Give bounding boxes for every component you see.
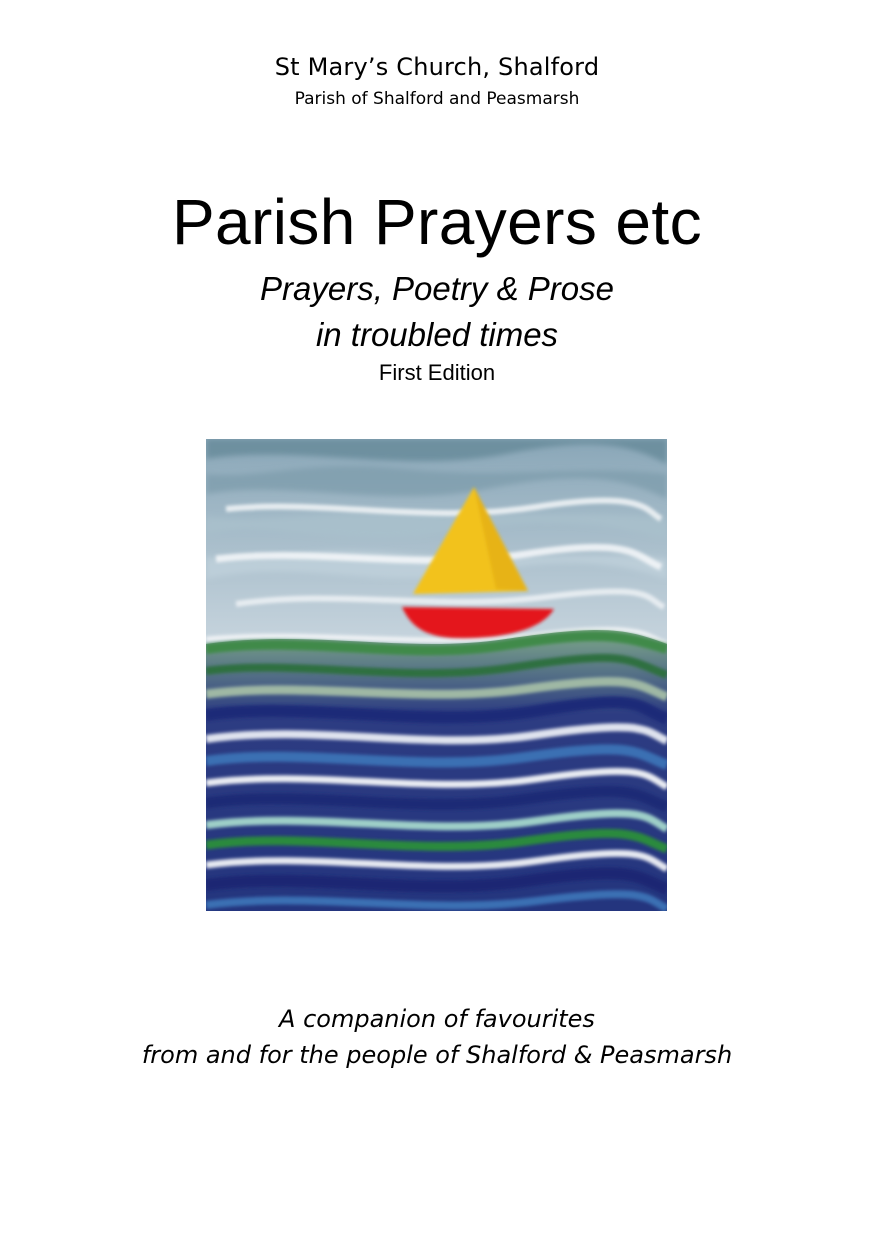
tagline-line-2: from and for the people of Shalford & Peasmarsh <box>141 1041 733 1069</box>
tagline-line-1: A companion of favourites <box>279 1005 595 1033</box>
subtitle-line-2: in troubled times <box>315 316 559 353</box>
subtitle-line-1: Prayers, Poetry & Prose <box>260 270 614 307</box>
parish-name: Parish of Shalford and Peasmarsh <box>294 89 580 109</box>
sailboat-painting <box>206 439 667 911</box>
page-title: Parish Prayers etc <box>171 186 703 258</box>
cover-illustration <box>206 439 667 911</box>
church-name: St Mary’s Church, Shalford <box>274 53 600 81</box>
edition-label: First Edition <box>378 360 496 385</box>
